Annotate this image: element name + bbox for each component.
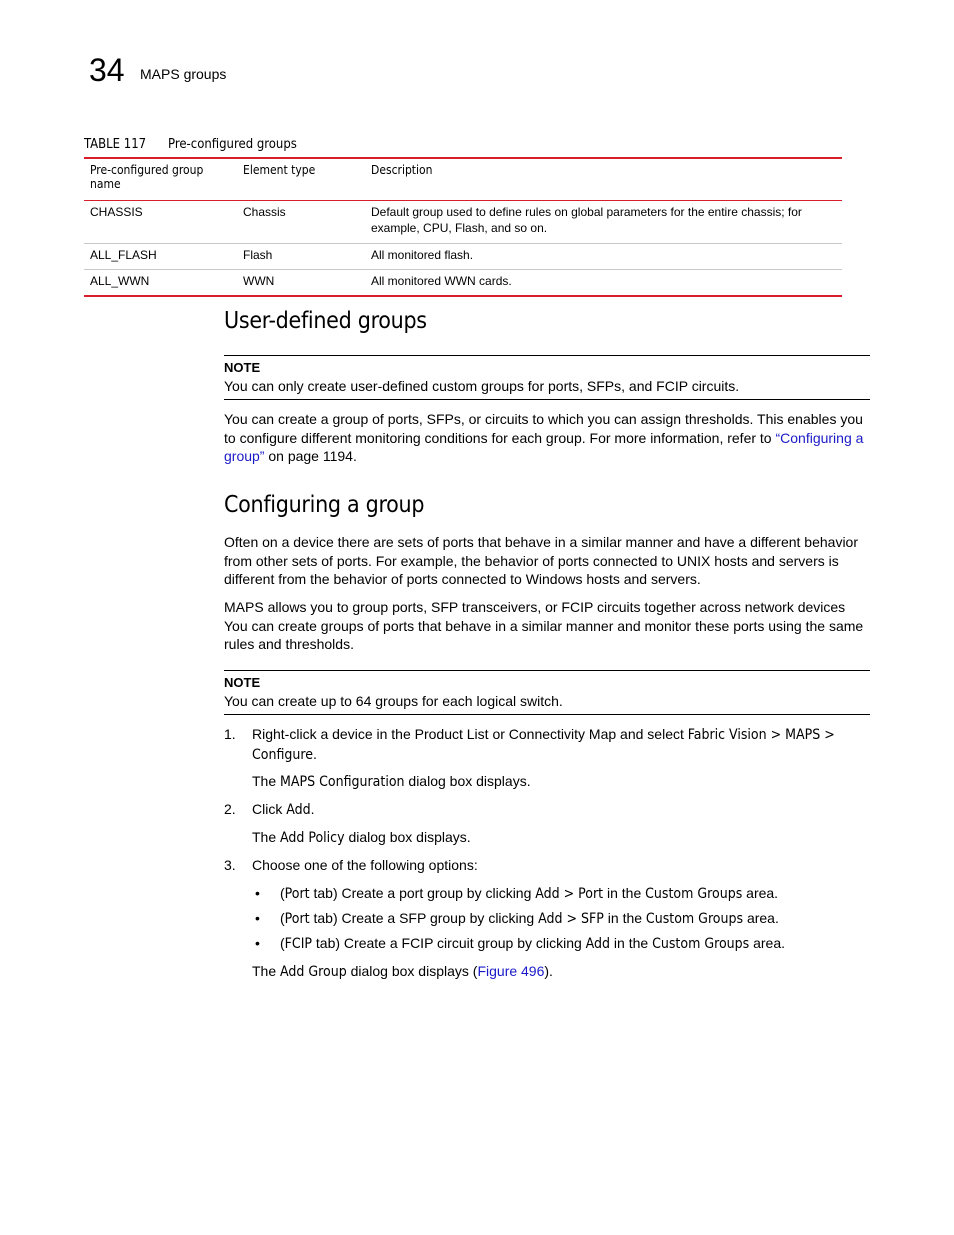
body-paragraph: MAPS allows you to group ports, SFP transceivers, or FCIP circuits together across network devices You can create groups of ports that behave in a similar manner and monitor these ports using the same rules and thresholds. — [224, 599, 864, 653]
table-cell: Flash — [237, 244, 365, 270]
body-paragraph: Often on a device there are sets of ports that behave in a similar manner and have a different behavior from other sets of ports. For example, the behavior of ports connected to UNIX hosts and servers is different from the behavior of ports connected to Windows hosts and servers. — [224, 534, 859, 588]
paragraph-text: on page 1194. — [264, 448, 357, 465]
step-text: Choose one of the following options: — [252, 857, 478, 873]
table-header-row — [84, 158, 842, 201]
step-number: 2. — [224, 801, 236, 817]
table-cell: ALL_FLASH — [84, 244, 237, 270]
step-text-part: . — [310, 801, 315, 817]
table-cell: WWN — [237, 270, 365, 297]
ui-dialog-name: Add Group — [280, 964, 347, 980]
step-text-part: . — [313, 746, 317, 762]
bullet-dot-icon: • — [255, 910, 260, 926]
ui-tab-name: Port — [284, 886, 310, 902]
note-box — [224, 670, 870, 715]
result-text: dialog box displays. — [344, 829, 471, 845]
text-part: area. — [742, 885, 779, 901]
step-1-result — [252, 772, 870, 792]
text-part: tab) Create a FCIP circuit group by clicking — [312, 935, 586, 951]
table-cell: Default group used to define rules on global parameters for the entire chassis; for example, CPU, Flash, and so on. — [365, 201, 842, 244]
table-cell: Chassis — [237, 201, 365, 244]
bullet-text — [280, 909, 779, 929]
step-text-part: Click — [252, 801, 287, 817]
ui-button-name: Add — [585, 936, 611, 952]
column-header: Element type — [237, 158, 365, 201]
ui-tab-name: FCIP — [284, 936, 313, 952]
column-header: Description — [365, 158, 842, 201]
text-part: ( — [280, 885, 285, 901]
step-2-result — [252, 828, 870, 848]
table-row — [84, 201, 842, 244]
table-cell: All monitored WWN cards. — [365, 270, 842, 297]
result-text: The — [252, 829, 281, 845]
bullet-text — [280, 884, 778, 904]
bullet-dot-icon: • — [255, 935, 260, 951]
bullet-text — [280, 934, 785, 954]
table-row — [84, 244, 842, 270]
ui-path: Add > SFP — [538, 911, 604, 927]
result-text: dialog box displays ( — [346, 963, 478, 979]
ui-path: Add > Port — [535, 886, 604, 902]
ui-tab-name: Port — [284, 911, 310, 927]
result-text: dialog box displays. — [404, 773, 531, 789]
column-header: Pre-configured group name — [84, 158, 237, 201]
table-row — [84, 270, 842, 297]
text-part: ( — [280, 910, 285, 926]
text-part: in the — [603, 885, 646, 901]
ui-dialog-name: MAPS Configuration — [280, 774, 405, 790]
ui-area-name: Custom Groups — [652, 936, 750, 952]
result-text: The — [252, 773, 281, 789]
table-cell: All monitored flash. — [365, 244, 842, 270]
cross-reference-link[interactable]: “Configuring a group” — [224, 429, 864, 465]
preconfigured-groups-table — [84, 157, 842, 297]
chapter-number: 34 — [89, 52, 125, 88]
text-part: area. — [749, 935, 786, 951]
step-number: 3. — [224, 857, 236, 873]
section-heading-configuring: Configuring a group — [224, 492, 425, 518]
text-part: tab) Create a port group by clicking — [309, 885, 536, 901]
text-part: in the — [603, 910, 646, 926]
section-heading-user-defined: User-defined groups — [224, 308, 427, 334]
note-text: You can only create user-defined custom groups for ports, SFPs, and FCIP circuits. — [224, 378, 740, 394]
result-text: The — [252, 963, 281, 979]
text-part: tab) Create a SFP group by clicking — [309, 910, 539, 926]
ui-button-name: Add — [286, 802, 311, 818]
note-text: You can create up to 64 groups for each logical switch. — [224, 693, 563, 709]
result-text: ). — [544, 963, 553, 979]
chapter-title: MAPS groups — [140, 66, 227, 82]
step-number: 1. — [224, 726, 236, 742]
body-paragraph — [224, 410, 870, 466]
ui-path: Fabric Vision > MAPS > Configure — [252, 727, 835, 763]
step-text — [252, 800, 870, 820]
note-label: NOTE — [224, 675, 261, 690]
step-3-result — [252, 962, 870, 982]
text-part: in the — [610, 935, 653, 951]
note-box — [224, 355, 870, 400]
table-label: TABLE 117 — [84, 137, 147, 152]
paragraph-text: You can create a group of ports, SFPs, or circuits to which you can assign thresholds. This enables you to configure different monitoring conditions for each group. For more information, refer to — [224, 411, 863, 446]
table-caption — [84, 137, 297, 152]
table-cell: CHASSIS — [84, 201, 237, 244]
table-cell: ALL_WWN — [84, 270, 237, 297]
step-text — [252, 725, 870, 765]
text-part: ( — [280, 935, 285, 951]
bullet-dot-icon: • — [255, 885, 260, 901]
ui-dialog-name: Add Policy — [280, 830, 345, 846]
figure-reference-link[interactable]: Figure 496 — [477, 963, 545, 979]
ui-area-name: Custom Groups — [645, 911, 744, 927]
table-title: Pre-configured groups — [168, 137, 297, 152]
note-label: NOTE — [224, 360, 261, 375]
step-text-part: Right-click a device in the Product List or Connectivity Map and select — [252, 726, 688, 742]
text-part: area. — [743, 910, 779, 926]
ui-area-name: Custom Groups — [645, 886, 743, 902]
